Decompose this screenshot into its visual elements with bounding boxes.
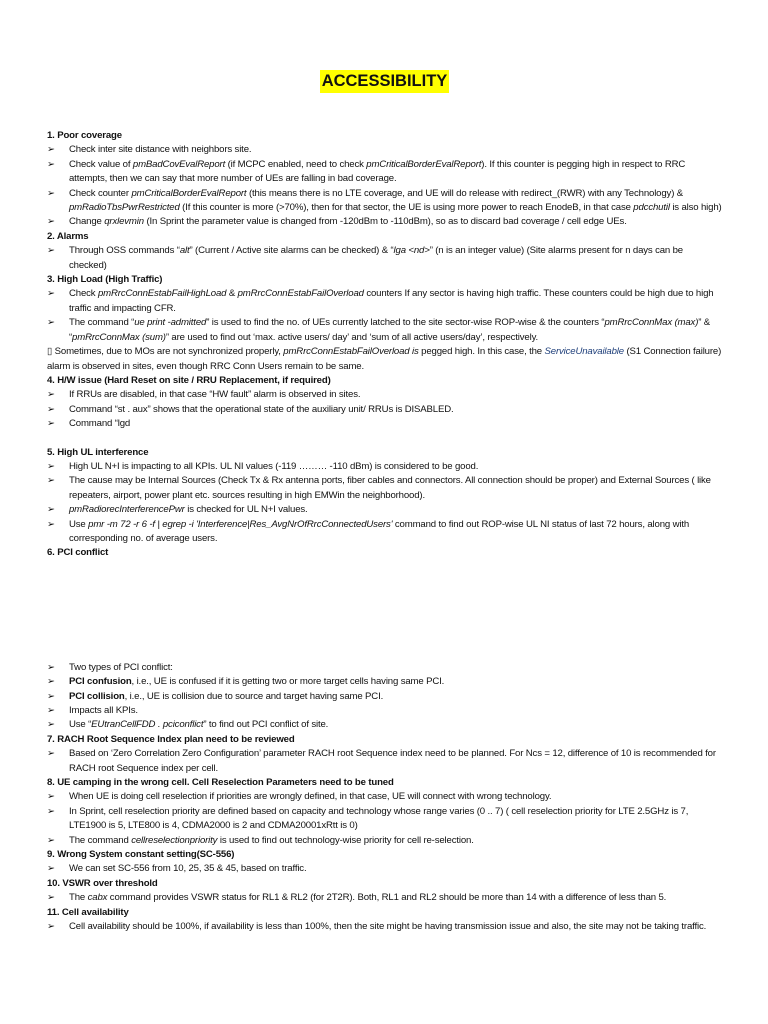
arrow-bullet-icon: ➢ bbox=[47, 805, 55, 817]
bullet-item: ➢ The command “ue print -admitted” is used to find the no. of UEs currently latched to the site sector-wise ROP-wise & the counters “pmRrcConnMax (max)” & “pmRrcConnMax (sum)” are used to find out ‘max. active users/ day’ and ‘sum of all active users/day’, respectively. bbox=[47, 317, 711, 343]
bullet-item: ➢ Two types of PCI conflict: bbox=[47, 661, 722, 675]
bullet-item: ➢ Use pmr -m 72 -r 6 -f | egrep -i 'Interference|Res_AvgNrOfRrcConnectedUsers' command to find out ROP-wise UL NI status of last 72 hours, along with corresponding no. of average users. bbox=[47, 518, 690, 544]
section-heading-vswr: 10. VSWR over threshold bbox=[47, 877, 158, 889]
arrow-bullet-icon: ➢ bbox=[47, 921, 55, 933]
arrow-bullet-icon: ➢ bbox=[47, 504, 55, 516]
bullet-item: ➢ Check inter site distance with neighbors site. bbox=[47, 143, 722, 157]
bullet-item: ➢ Change qrxlevmin (In Sprint the parameter value is changed from -120dBm to -110dBm), so as to discard bad coverage / cell edge UEs. bbox=[47, 215, 722, 229]
bullet-item: ➢ High UL N+I is impacting to all KPIs. UL NI values (-119 ……… -110 dBm) is considered to be good. bbox=[47, 460, 722, 474]
paragraph-mo-sync: ▯ Sometimes, due to MOs are not synchronized properly, pmRrcConnEstabFailOverload is pegged high. In this case, the ServiceUnavailable (S1 Connection failure) alarm is observed in sites, even though RRC Conn Users remain to be same. bbox=[47, 346, 722, 372]
arrow-bullet-icon: ➢ bbox=[47, 460, 55, 472]
arrow-bullet-icon: ➢ bbox=[47, 690, 55, 702]
arrow-bullet-icon: ➢ bbox=[47, 705, 55, 716]
bullet-item: ➢ Based on ‘Zero Correlation Zero Configuration’ parameter RACH root Sequence index need to be planned. For Ncs = 12, difference of 10 is recommended for RACH root Sequence index per cell. bbox=[47, 748, 716, 774]
section-heading-cell-availability: 11. Cell availability bbox=[47, 906, 129, 918]
missing-glyph-icon: ▯ bbox=[47, 346, 53, 358]
bullet-item: ➢ PCI collision, i.e., UE is collision due to source and target having same PCI. bbox=[47, 690, 722, 704]
arrow-bullet-icon: ➢ bbox=[47, 719, 55, 731]
arrow-bullet-icon: ➢ bbox=[47, 245, 55, 257]
arrow-bullet-icon: ➢ bbox=[47, 518, 55, 530]
bullet-item: ➢ Use “EUtranCellFDD . pciconflict” to find out PCI conflict of site. bbox=[47, 718, 722, 732]
arrow-bullet-icon: ➢ bbox=[47, 475, 55, 487]
bullet-item: ➢ Through OSS commands “alt” (Current / Active site alarms can be checked) & “lga <nd>” (n is an integer value) (Site alarms present for n days can be checked) bbox=[47, 245, 683, 271]
document-body bbox=[47, 70, 722, 935]
blank-area bbox=[47, 561, 722, 661]
bullet-item: ➢ PCI confusion, i.e., UE is confused if it is getting two or more target cells having same PCI. bbox=[47, 675, 722, 689]
arrow-bullet-icon: ➢ bbox=[47, 403, 55, 415]
bullet-item: ➢ If RRUs are disabled, in that case “HW fault” alarm is observed in sites. bbox=[47, 388, 722, 402]
section-heading-high-load: 3. High Load (High Traffic) bbox=[47, 274, 163, 286]
arrow-bullet-icon: ➢ bbox=[47, 389, 55, 401]
arrow-bullet-icon: ➢ bbox=[47, 288, 55, 300]
arrow-bullet-icon: ➢ bbox=[47, 748, 55, 760]
bullet-item: ➢ Command “st . aux” shows that the operational state of the auxiliary unit/ RRUs is DISABLED. bbox=[47, 403, 722, 417]
section-heading-ul-interference: 5. High UL interference bbox=[47, 446, 149, 458]
arrow-bullet-icon: ➢ bbox=[47, 158, 55, 170]
section-heading-hw-issue: 4. H/W issue (Hard Reset on site / RRU Replacement, if required) bbox=[47, 374, 331, 386]
bullet-item: ➢ pmRadiorecInterferencePwr is checked for UL N+I values. bbox=[47, 503, 722, 517]
bullet-item: ➢ Check value of pmBadCovEvalReport (if MCPC enabled, need to check pmCriticalBorderEvalReport). If this counter is pegging high in respect to RRC attempts, then we can say that more number of UEs are falling in bad coverage. bbox=[47, 158, 686, 185]
bullet-item: ➢ In Sprint, cell reselection priority are defined based on capacity and technology whose range varies (0 .. 7) ( cell reselection priority for LTE 2.5GHz is 7, LTE1900 is 5, LTE800 is 4, CDMA2000 is 2 and CDMA20001xRtt is 0) bbox=[47, 805, 689, 832]
bullet-item: ➢ Cell availability should be 100%, if availability is less than 100%, then the site might be having transmission issue and also, the site may not be taking traffic. bbox=[47, 920, 722, 934]
arrow-bullet-icon: ➢ bbox=[47, 317, 55, 329]
page-title: ACCESSIBILITY bbox=[320, 70, 450, 93]
arrow-bullet-icon: ➢ bbox=[47, 216, 55, 228]
section-heading-system-constant: 9. Wrong System constant setting(SC-556) bbox=[47, 849, 235, 861]
bullet-item: ➢ The cabx command provides VSWR status for RL1 & RL2 (for 2T2R). Both, RL1 and RL2 should be more than 14 with a difference of less than 5. bbox=[47, 891, 722, 905]
arrow-bullet-icon: ➢ bbox=[47, 187, 55, 199]
bullet-item: ➢ Check counter pmCriticalBorderEvalReport (this means there is no LTE coverage, and UE will do release with redirect_(RWR) with any Technology) & pmRadioTbsPwrRestricted (If this counter is more (>70%), then for that sector, the UE is using more power to reach EnodeB, in that case pdcchutil is also high) bbox=[47, 187, 722, 214]
title-block bbox=[47, 70, 722, 93]
bullet-item: ➢ Command “lgd bbox=[47, 417, 722, 431]
bullet-item: ➢ When UE is doing cell reselection if priorities are wrongly defined, in that case, UE will connect with wrong technology. bbox=[47, 790, 722, 804]
section-heading-cell-reselection: 8. UE camping in the wrong cell. Cell Reselection Parameters need to be tuned bbox=[47, 777, 394, 789]
bullet-item: ➢ We can set SC-556 from 10, 25, 35 & 45, based on traffic. bbox=[47, 862, 722, 876]
section-heading-alarms: 2. Alarms bbox=[47, 230, 89, 242]
arrow-bullet-icon: ➢ bbox=[47, 892, 55, 904]
arrow-bullet-icon: ➢ bbox=[47, 676, 55, 688]
arrow-bullet-icon: ➢ bbox=[47, 418, 55, 430]
section-heading-rach: 7. RACH Root Sequence Index plan need to be reviewed bbox=[47, 733, 295, 745]
bullet-item: ➢ Impacts all KPIs. bbox=[47, 704, 722, 718]
arrow-bullet-icon: ➢ bbox=[47, 834, 55, 846]
section-heading-poor-coverage: 1. Poor coverage bbox=[47, 130, 122, 141]
arrow-bullet-icon: ➢ bbox=[47, 144, 55, 156]
arrow-bullet-icon: ➢ bbox=[47, 863, 55, 875]
bullet-item: ➢ The cause may be Internal Sources (Check Tx & Rx antenna ports, fiber cables and connectors. All connection should be proper) and External Sources ( like repeaters, airport, power plant etc. sources resulting in high EMWin the neighborhood). bbox=[47, 475, 711, 501]
section-heading-pci-conflict: 6. PCI conflict bbox=[47, 547, 109, 559]
arrow-bullet-icon: ➢ bbox=[47, 791, 55, 803]
bullet-item: ➢ Check pmRrcConnEstabFailHighLoad & pmRrcConnEstabFailOverload counters If any sector is having high traffic. These counters could be high due to high traffic and impacting CFR. bbox=[47, 288, 714, 314]
spacer bbox=[47, 432, 722, 446]
bullet-item: ➢ The command cellreselectionpriority is used to find out technology-wise priority for cell re-selection. bbox=[47, 834, 722, 848]
arrow-bullet-icon: ➢ bbox=[47, 661, 55, 673]
